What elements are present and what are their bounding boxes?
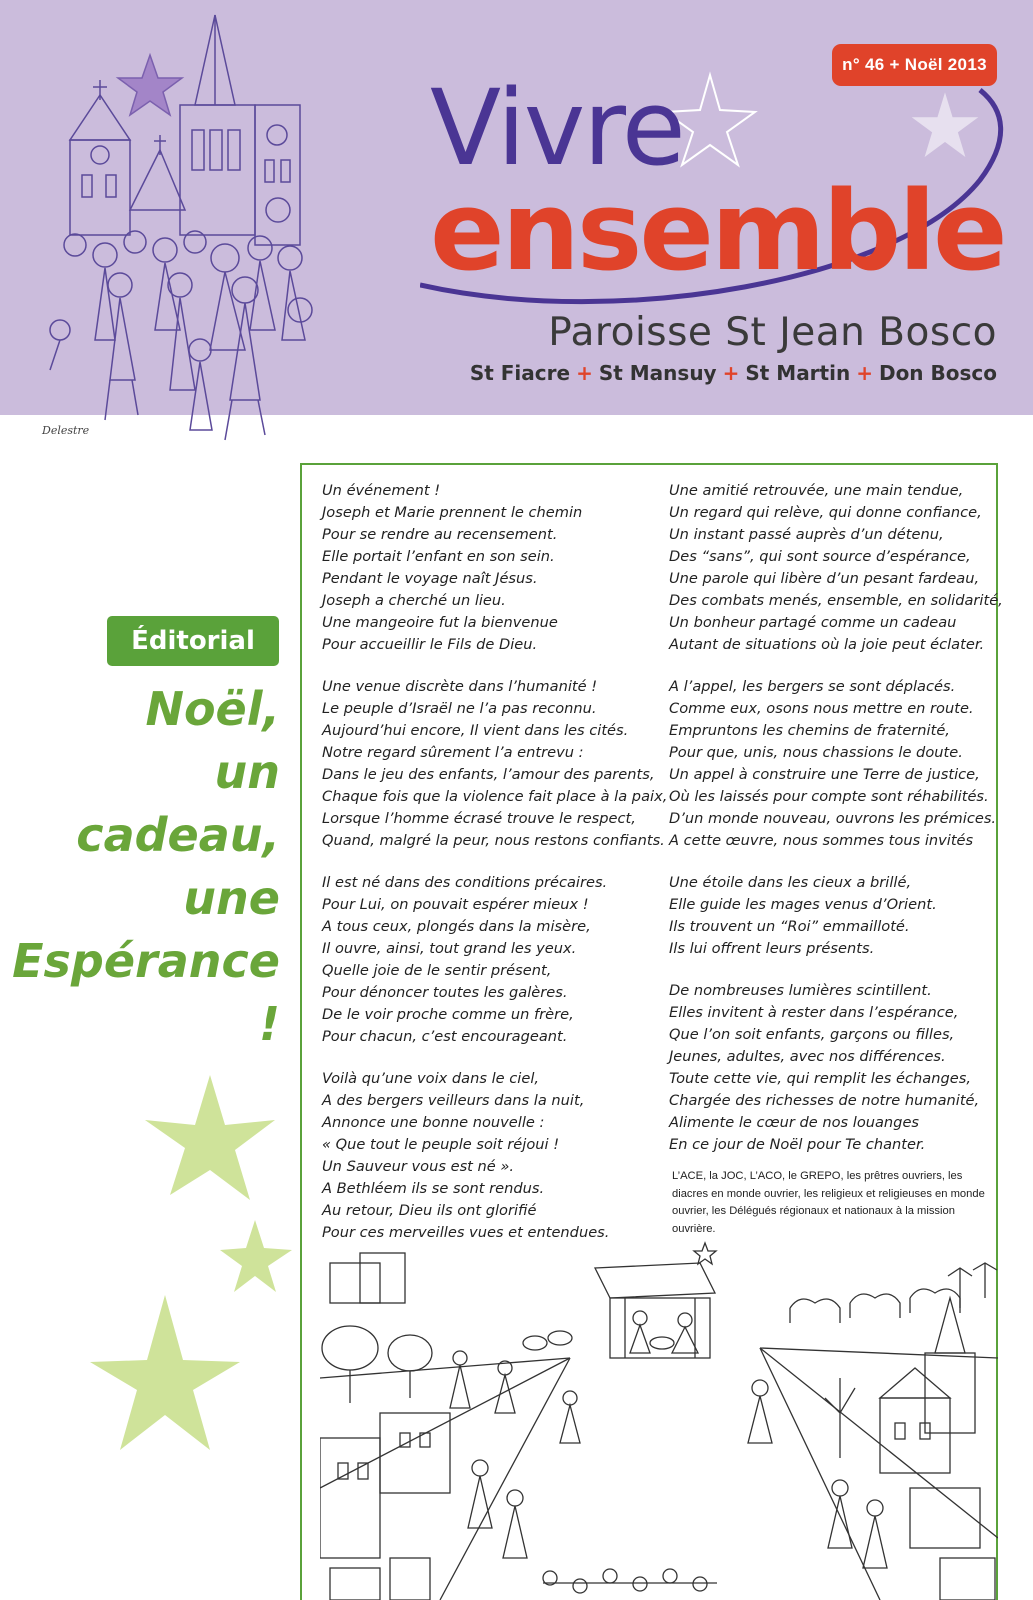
poem-line: Quand, malgré la peur, nous restons confiants. <box>322 832 665 849</box>
poem-line: Pour se rendre au recensement. <box>322 526 558 543</box>
poem-line: En ce jour de Noël pour Te chanter. <box>669 1136 926 1153</box>
poem-line: Chaque fois que la violence fait place à la paix, <box>322 788 668 805</box>
poem-line: Jeunes, adultes, avec nos différences. <box>669 1048 946 1065</box>
poem-line: A cette œuvre, nous sommes tous invités <box>669 832 974 849</box>
poem-line: Chargée des richesses de notre humanité, <box>669 1092 980 1109</box>
plus-separator: + <box>722 361 740 385</box>
poem-line: Alimente le cœur de nos louanges <box>669 1114 920 1131</box>
illustrator-signature: Delestre <box>42 424 90 437</box>
editorial-title <box>0 678 280 1056</box>
plus-separator: + <box>576 361 593 385</box>
poem-line: Voilà qu’une voix dans le ciel, <box>322 1070 540 1087</box>
issue-badge: n° 46 + Noël 2013 <box>832 44 997 86</box>
sub-parish-don-bosco: Don Bosco <box>878 361 997 385</box>
poem-line: Comme eux, osons nous mettre en route. <box>669 700 974 717</box>
poem-line: Joseph a cherché un lieu. <box>322 592 506 609</box>
poem-line: Pour ces merveilles vues et entendues. <box>322 1224 610 1241</box>
poem-line: Où les laissés pour compte sont réhabilités. <box>669 788 989 805</box>
star-icon <box>145 1075 275 1200</box>
poem-line: Des “sans”, qui sont source d’espérance, <box>669 548 971 565</box>
editorial-title-line: Espérance ! <box>12 934 280 1051</box>
editorial-title-line: un cadeau, <box>76 745 280 862</box>
poem-line: A des bergers veilleurs dans la nuit, <box>322 1092 585 1109</box>
poem-line: A Bethléem ils se sont rendus. <box>322 1180 545 1197</box>
poem-line: Un instant passé auprès d’un détenu, <box>669 526 944 543</box>
poem-line: Un Sauveur vous est né ». <box>322 1158 515 1175</box>
poem-line: Toute cette vie, qui remplit les échanges, <box>669 1070 971 1087</box>
poem-line: Le peuple d’Israël ne l’a pas reconnu. <box>322 700 597 717</box>
poem-line: Une amitié retrouvée, une main tendue, <box>669 482 964 499</box>
stanza <box>322 1068 662 1244</box>
church-crowd-illustration <box>20 10 365 455</box>
poem-line: Il est né dans des conditions précaires. <box>322 874 608 891</box>
poem-line: Une mangeoire fut la bienvenue <box>322 614 558 631</box>
poem-line: « Que tout le peuple soit réjoui ! <box>322 1136 560 1153</box>
masthead-title-line1: Vivre <box>430 67 684 189</box>
poem-line: De nombreuses lumières scintillent. <box>669 982 932 999</box>
stanza <box>322 676 668 852</box>
editorial-title-line: une <box>183 871 280 925</box>
nativity-village-illustration <box>320 1238 998 1600</box>
poem-line: Une étoile dans les cieux a brillé, <box>669 874 912 891</box>
editorial-title-line: Noël, <box>145 682 280 736</box>
poem-line: Ils lui offrent leurs présents. <box>669 940 875 957</box>
poem-line: Quelle joie de le sentir présent, <box>322 962 552 979</box>
poem-line: Un appel à construire une Terre de justice, <box>669 766 980 783</box>
sub-parish-st-fiacre: St Fiacre <box>469 361 571 385</box>
poem-line: Pour chacun, c’est encourageant. <box>322 1028 568 1045</box>
stanza <box>669 480 1009 656</box>
stanza <box>669 676 1009 852</box>
star-icon <box>90 1295 240 1450</box>
poem-line: Notre regard sûrement l’a entrevu : <box>322 744 584 761</box>
poem-line: Pendant le voyage naît Jésus. <box>322 570 538 587</box>
stanza <box>669 872 1009 960</box>
poem-line: Elle portait l’enfant en son sein. <box>322 548 555 565</box>
poem-line: Des combats menés, ensemble, en solidarité, <box>669 592 1003 609</box>
poem-line: Il ouvre, ainsi, tout grand les yeux. <box>322 940 577 957</box>
poem-line: Pour Lui, on pouvait espérer mieux ! <box>322 896 589 913</box>
poem-line: Que l’on soit enfants, garçons ou filles, <box>669 1026 955 1043</box>
poem-line: Annonce une bonne nouvelle : <box>322 1114 545 1131</box>
poem-line: D’un monde nouveau, ouvrons les prémices. <box>669 810 997 827</box>
plus-separator: + <box>856 361 873 385</box>
star-icon <box>220 1220 292 1292</box>
sub-parish-st-mansuy: St Mansuy <box>598 361 717 385</box>
masthead-title-line2: ensemble <box>430 167 1005 295</box>
decorative-stars <box>80 1070 300 1470</box>
sub-parish-st-martin: St Martin <box>745 361 851 385</box>
poem-line: Joseph et Marie prennent le chemin <box>322 504 583 521</box>
poem-left-column <box>322 480 668 1264</box>
editorial-badge: Éditorial <box>107 616 279 666</box>
poem-line: Elles invitent à rester dans l’espérance, <box>669 1004 959 1021</box>
poem-line: Pour que, unis, nous chassions le doute. <box>669 744 963 761</box>
poem-line: Un bonheur partagé comme un cadeau <box>669 614 957 631</box>
poem-line: Une venue discrète dans l’humanité ! <box>322 678 598 695</box>
poem-line: A l’appel, les bergers se sont déplacés. <box>669 678 956 695</box>
poem-line: Dans le jeu des enfants, l’amour des parents, <box>322 766 655 783</box>
poem-line: Elle guide les mages venus d’Orient. <box>669 896 937 913</box>
stanza <box>669 980 1009 1156</box>
poem-line: Pour dénoncer toutes les galères. <box>322 984 568 1001</box>
poem-line: Autant de situations où la joie peut éclater. <box>669 636 985 653</box>
stanza <box>322 480 662 656</box>
parish-name: Paroisse St Jean Bosco <box>548 310 997 355</box>
poem-line: Empruntons les chemins de fraternité, <box>669 722 950 739</box>
poem-line: Au retour, Dieu ils ont glorifié <box>322 1202 537 1219</box>
poem-line: Ils trouvent un “Roi” emmailloté. <box>669 918 910 935</box>
poem-line: Une parole qui libère d’un pesant fardeau, <box>669 570 980 587</box>
poem-line: Lorsque l’homme écrasé trouve le respect, <box>322 810 636 827</box>
poem-line: Aujourd’hui encore, Il vient dans les cités. <box>322 722 629 739</box>
poem-line: A tous ceux, plongés dans la misère, <box>322 918 591 935</box>
poem-line: De le voir proche comme un frère, <box>322 1006 574 1023</box>
poem-line: Un événement ! <box>322 482 441 499</box>
signatories-credits: L’ACE, la JOC, L’ACO, le GREPO, les prêtres ouvriers, les diacres en monde ouvrier, les religieux et religieuses en monde ouvrier, les Délégués régionaux et nationaux à la mission ouvrière. <box>672 1170 985 1235</box>
poem-line: Pour accueillir le Fils de Dieu. <box>322 636 538 653</box>
poem-right-column <box>669 480 1009 1176</box>
poem-line: Un regard qui relève, qui donne confiance, <box>669 504 982 521</box>
sub-parishes <box>430 361 997 385</box>
stanza <box>322 872 662 1048</box>
